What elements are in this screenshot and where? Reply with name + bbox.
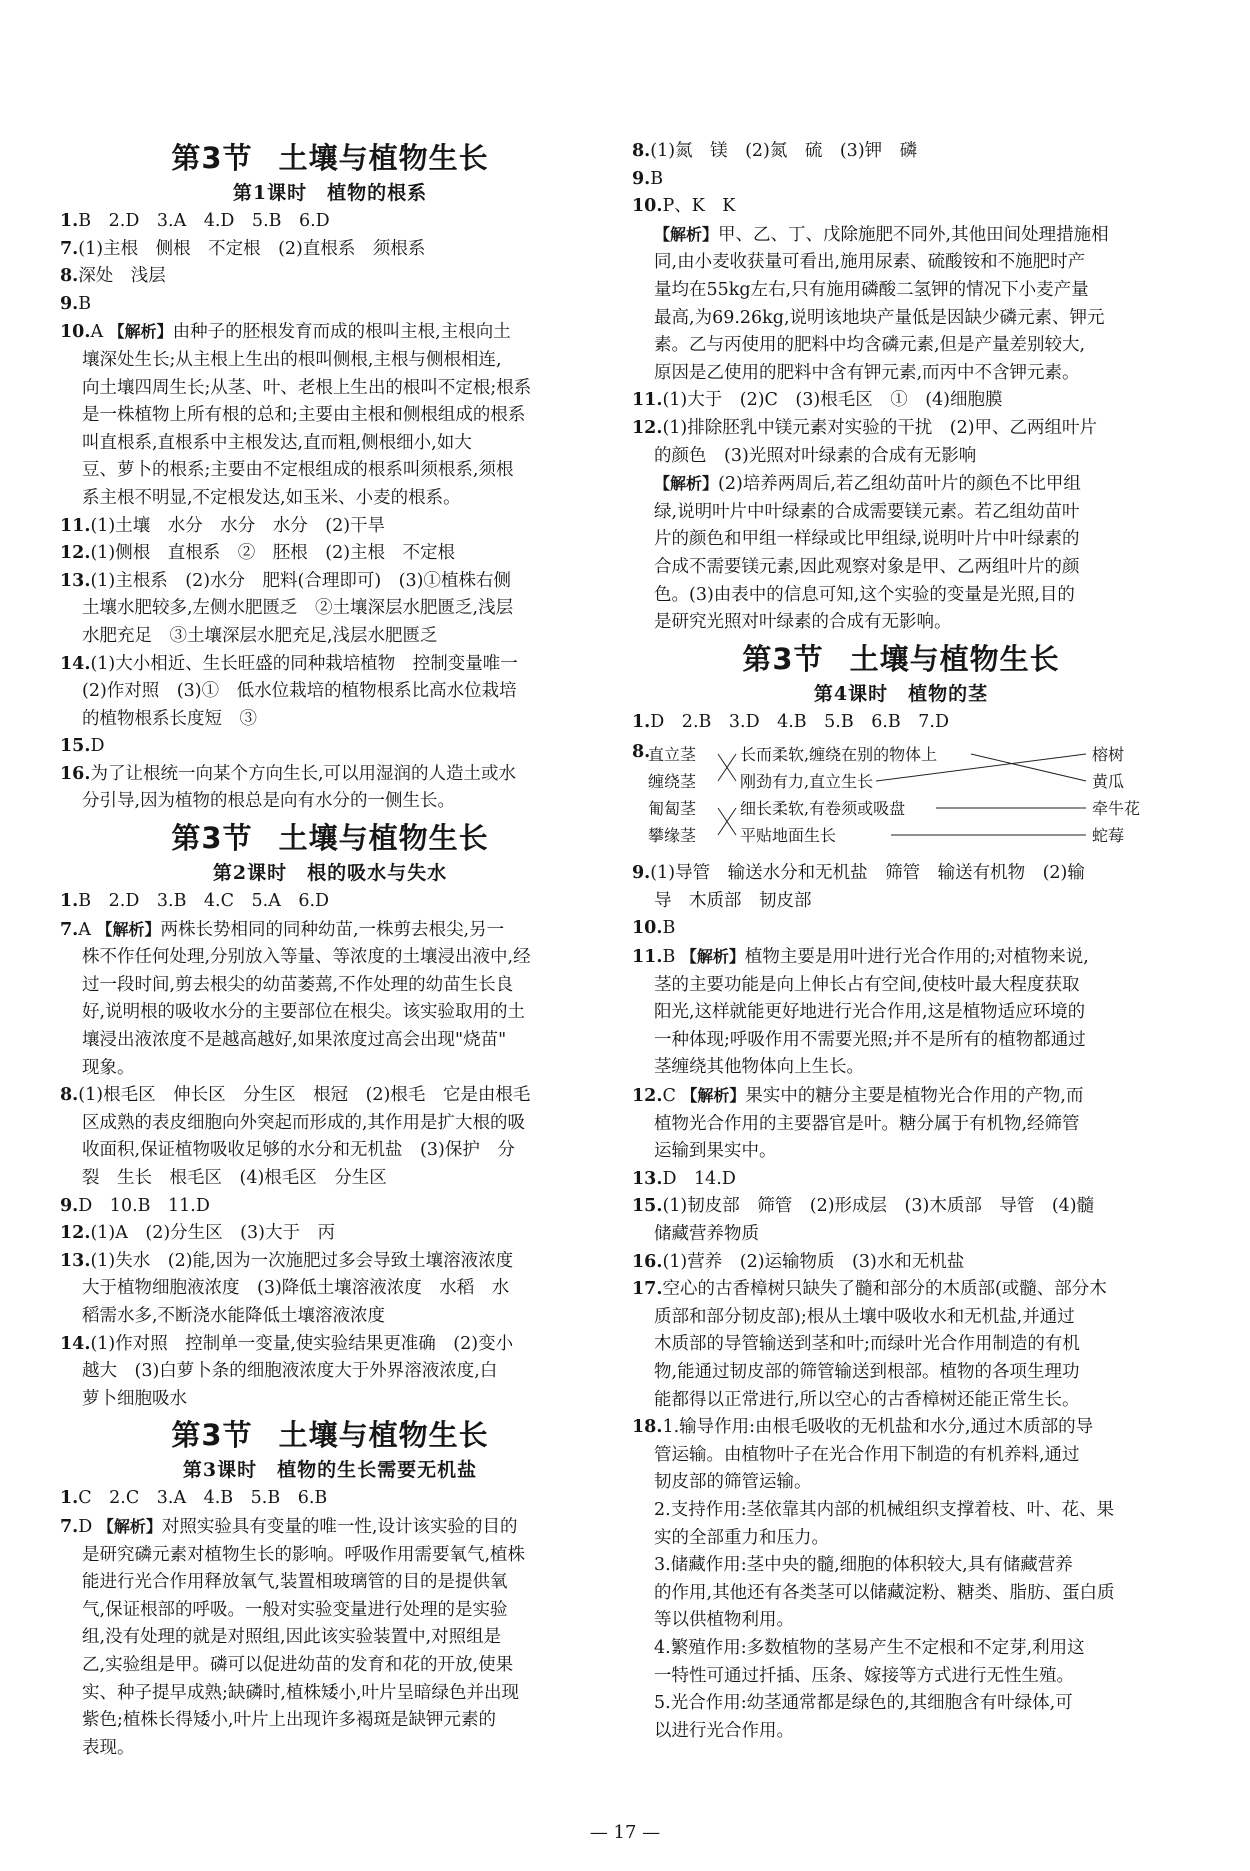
question-number: 1. [60,1488,79,1509]
answer-text: D [90,736,105,757]
answer-text: 实的全部重力和压力。 [654,1527,829,1548]
heading-text: 土壤与植物生长 [849,641,1060,676]
analysis-label: 【解析】 [654,474,719,494]
answer-line [632,1525,1170,1553]
answer-line [60,999,600,1027]
answer-line [632,1607,1170,1635]
question-number: 9. [60,293,79,314]
answer-line [632,1138,1170,1166]
answer-line [632,1276,1170,1304]
answer-text: 区成熟的表皮细胞向外突起而形成的,其作用是扩大根的吸 [82,1112,526,1133]
answer-line [632,277,1170,305]
answer-text: D 2.B 3.D 4.B 5.B 6.B 7.D [650,711,949,732]
stem-feature-2: 刚劲有力,直立生长 [740,772,874,792]
answer-line [60,1055,600,1083]
answer-text: 一种体现;呼吸作用不需要光照;并不是所有的植物都通过 [654,1029,1086,1050]
answer-text: 果实中的糖分主要是植物光合作用的产物,而 [745,1086,1084,1107]
answer-text: 乙,实验组是甲。磷可以促进幼苗的发育和花的开放,使果 [82,1654,514,1675]
right-column [632,138,1170,1745]
answer-text: 对照实验具有变量的唯一性,设计该实验的目的 [161,1516,518,1537]
answer-line [60,513,600,541]
answer-text: 阳光,这样就能更好地进行光合作用,这是植物适应环境的 [654,1002,1086,1023]
answer-text: 量均在55kg左右,只有施用磷酸二氢钾的情况下小麦产量 [654,279,1089,300]
question-number: 8. [60,1085,79,1106]
answer-text: 合成不需要镁元素,因此观察对象是甲、乙两组叶片的颜 [654,556,1080,577]
analysis-label: 【解析】 [681,1086,746,1106]
answer-text: (1)A (2)分生区 (3)大于 丙 [90,1223,335,1244]
question-number: 8. [632,141,651,161]
analysis-label: 【解析】 [654,224,719,244]
section-title [60,818,600,858]
answer-text: 是一株植物上所有根的总和;主要由主根和侧根组成的根系 [82,405,526,426]
answer-text: 茎缠绕其他物体向上生长。 [654,1057,864,1078]
section-number: 第3节 [171,1418,253,1453]
question-number: 15. [60,736,91,757]
answer-line [632,554,1170,582]
answer-line [60,291,600,319]
question-number: 10. [632,918,663,939]
answer-line [60,706,600,734]
answer-text: 以进行光合作用。 [654,1720,794,1741]
answer-line [60,788,600,816]
section-title [60,138,600,178]
heading-text: 植物的茎 [908,682,989,705]
answer-text: 为了让根统一向某个方向生长,可以用湿润的人造土或水 [90,763,517,784]
answer-line [632,415,1170,443]
answer-line [632,1054,1170,1082]
answer-text: 是研究光照对叶绿素的合成有无影响。 [654,612,952,633]
answer-line [60,236,600,264]
heading-text: 植物的生长需要无机盐 [277,1459,478,1482]
answer-text: 韧皮部的筛管运输。 [654,1472,812,1493]
answer-text: 片的颜色和甲组一样绿或比甲组绿,说明叶片中叶绿素的 [654,529,1080,550]
answer-text: (2)培养两周后,若乙组幼苗叶片的颜色不比甲组 [718,474,1081,495]
answer-text: 收面积,保证植物吸收足够的水分和无机盐 (3)保护 分 [82,1140,515,1161]
answer-line [632,1027,1170,1055]
question-number: 10. [60,322,91,343]
stem-feature-3: 细长柔软,有卷须或吸盘 [740,799,906,819]
answer-line [60,972,600,1000]
answer-line [632,166,1170,194]
answer-text: 植物光合作用的主要器官是叶。糖分属于有机物,经筛管 [654,1113,1080,1134]
question-number: 12. [60,543,91,564]
heading-text: 土壤与植物生长 [278,821,489,856]
answer-text: 实、种子提早成熟;缺磷时,植株矮小,叶片呈暗绿色并出现 [82,1682,520,1703]
match-line [971,754,1086,781]
answer-text: (1)根毛区 伸长区 分生区 根冠 (2)根毛 它是由根毛 [78,1085,531,1106]
section-number: 第2课时 [212,862,288,885]
answer-line [60,568,600,596]
answer-line [60,1680,600,1708]
answer-line [632,332,1170,360]
stem-type-1: 直立茎 [648,745,697,765]
analysis-line [632,470,1170,499]
heading-text: 土壤与植物生长 [278,141,489,175]
question-number: 11. [632,390,663,411]
section-title [60,1415,600,1455]
answer-text: 最高,为69.26kg,说明该地块产量低是因缺少磷元素、钾元 [654,307,1105,328]
answer-line [60,347,600,375]
question-number: 17. [632,1279,663,1300]
answer-text: 2.支持作用:茎依靠其内部的机械组织支撑着枝、叶、花、果 [654,1499,1115,1520]
answer-line [60,761,600,789]
answer-line [60,1165,600,1193]
answer-text: (1)土壤 水分 水分 水分 (2)干旱 [90,515,386,536]
answer-line [60,1248,600,1276]
answer-line [60,1193,600,1221]
answer-text: 物,能通过韧皮部的筛管输送到根部。植物的各项生理功 [654,1361,1080,1382]
answer-line [632,1331,1170,1359]
answer-text: 现象。 [82,1057,135,1078]
question-number: 16. [632,1251,663,1272]
left-column [60,136,600,1762]
answer-text: (2)作对照 (3)① 低水位栽培的植物根系比高水位栽培 [82,681,517,702]
answer-text: 水肥充足 ③土壤深层水肥充足,浅层水肥匮乏 [82,625,438,646]
analysis-line [632,943,1170,972]
answer-line [632,443,1170,471]
answer-text: (1)大小相近、生长旺盛的同种栽培植物 控制变量唯一 [90,653,518,674]
answer-line [632,888,1170,916]
answer-line [60,402,600,430]
heading-text: 植物的根系 [327,182,428,204]
answer-line [632,1580,1170,1608]
answer-line [60,1358,600,1386]
answer-line [60,1110,600,1138]
question-number: 7. [60,919,79,940]
answer-line [60,678,600,706]
answer-text: 分引导,因为植物的根总是向有水分的一侧生长。 [82,791,456,812]
answer-text: 是研究磷元素对植物生长的影响。呼吸作用需要氧气,植株 [82,1544,526,1565]
question-number: 14. [60,653,91,674]
answer-text: 叫直根系,直根系中主根发达,直而粗,侧根细小,如大 [82,432,472,453]
answer-line [60,1275,600,1303]
answer-text: (1)作对照 控制单一变量,使实验结果更准确 (2)变小 [90,1333,514,1354]
answer-text: 向土壤四周生长;从茎、叶、老根上生出的根叫不定根;根系 [82,377,532,398]
answer-text: 能都得以正常进行,所以空心的古香樟树还能正常生长。 [654,1389,1080,1410]
answer-text: C 2.C 3.A 4.B 5.B 6.B [78,1488,328,1509]
answer-text: 壤浸出液浓度不是越高越好,如果浓度过高会出现"烧苗" [82,1030,507,1051]
answer-text: 运输到果实中。 [654,1141,777,1162]
answer-line [60,651,600,679]
answer-text: (1)氮 镁 (2)氮 硫 (3)钾 磷 [650,141,918,161]
answer-text: 紫色;植株长得矮小,叶片上出现许多褐斑是缺钾元素的 [82,1710,496,1731]
answer-line [632,1221,1170,1249]
question-number: 8. [60,266,79,287]
answer-text: 1.输导作用:由根毛吸收的无机盐和水分,通过木质部的导 [662,1417,1094,1438]
question-number: 1. [60,211,79,231]
answer-text: 储藏营养物质 [654,1224,759,1244]
answer-line [632,609,1170,637]
answer-line [632,138,1170,166]
answer-text: (1)营养 (2)运输物质 (3)水和无机盐 [662,1251,965,1272]
answer-text: 能进行光合作用释放氧气,装置相玻璃管的目的是提供氧 [82,1572,508,1593]
plant-example-3: 牵牛花 [1092,799,1141,819]
question-number: 7. [60,238,79,259]
answer-choice: A [90,322,109,343]
answer-line [632,387,1170,415]
answer-choice: B [662,947,681,968]
stem-feature-1: 长而柔软,缠绕在别的物体上 [740,745,938,765]
answer-line [632,1690,1170,1718]
question-number: 11. [632,947,663,968]
answer-choice: C [662,1086,682,1107]
answer-line [632,1387,1170,1415]
answer-text: 导 木质部 韧皮部 [654,890,812,911]
answer-text: 株不作任何处理,分别放入等量、等浓度的土壤浸出液中,经 [82,947,531,968]
answer-line [632,1718,1170,1746]
section-number: 第1课时 [232,182,308,204]
answer-line [632,860,1170,888]
answer-text: 萝卜细胞吸水 [82,1388,187,1409]
answer-text: 好,说明根的吸收水分的主要部位在根尖。该实验取用的土 [82,1002,526,1023]
answer-text: 稻需水多,不断浇水能降低土壤溶液浓度 [82,1305,386,1326]
answer-line [632,972,1170,1000]
answer-line [632,709,1170,737]
answer-text: 等以供植物利用。 [654,1610,794,1631]
answer-line [60,1303,600,1331]
answer-text: 素。乙与丙使用的肥料中均含磷元素,但是产量差别较大, [654,335,1086,356]
answer-text: (1)排除胚乳中镁元素对实验的干扰 (2)甲、乙两组叶片 [662,417,1098,438]
answer-line [60,595,600,623]
answer-text: B 2.D 3.A 4.D 5.B 6.D [78,211,330,231]
answer-text: 深处 浅层 [78,266,166,287]
question-number: 14. [60,1333,91,1354]
answer-text: D 10.B 11.D [78,1195,210,1216]
question-number: 13. [60,1250,91,1271]
answer-text: (1)失水 (2)能,因为一次施肥过多会导致土壤溶液浓度 [90,1250,514,1271]
section-number: 第3节 [171,821,253,856]
plant-example-4: 蛇莓 [1092,826,1125,846]
plant-example-1: 榕树 [1092,745,1125,765]
answer-text: 系主根不明显,不定根发达,如玉米、小麦的根系。 [82,487,461,508]
answer-line [632,999,1170,1027]
answer-line [632,1635,1170,1663]
answer-line [60,1624,600,1652]
analysis-line [60,916,600,945]
section-number: 第3节 [742,641,824,676]
answer-text: 茎的主要功能是向上伸长占有空间,使枝叶最大程度获取 [654,974,1080,995]
answer-line [60,733,600,761]
answer-line [60,375,600,403]
answer-line [60,888,600,916]
answer-line [632,1414,1170,1442]
answer-text: 木质部的导管输送到茎和叶;而绿叶光合作用制造的有机 [654,1334,1080,1355]
answer-text: 的植物根系长度短 ③ [82,708,257,729]
question-number: 12. [632,417,663,438]
analysis-line [60,318,600,347]
answer-text: 壤深处生长;从主根上生出的根叫侧根,主根与侧根相连, [82,349,502,370]
answer-line [632,1304,1170,1332]
section-number: 第4课时 [813,682,889,705]
answer-line [60,540,600,568]
question-number: 1. [60,891,79,912]
question-number: 1. [632,711,651,732]
question-number: 15. [632,1196,663,1217]
answer-text: 质部和部分韧皮部);根从土壤中吸收水和无机盐,并通过 [654,1306,1075,1327]
answer-line [632,360,1170,388]
question-number: 13. [60,570,91,591]
answer-text: 色。(3)由表中的信息可知,这个实验的变量是光照,目的 [654,584,1075,605]
answer-text: 甲、乙、丁、戊除施肥不同外,其他田间处理措施相 [718,224,1109,245]
answer-text: 大于植物细胞液浓度 (3)降低土壤溶液浓度 水稻 水 [82,1278,510,1299]
answer-text: 管运输。由植物叶子在光合作用下制造的有机养料,通过 [654,1444,1080,1465]
answer-text: 豆、萝卜的根系;主要由不定根组成的根系叫须根系,须根 [82,460,514,481]
answer-line [632,1166,1170,1194]
answer-line [60,485,600,513]
answer-line [632,499,1170,527]
answer-text: 的颜色 (3)光照对叶绿素的合成有无影响 [654,445,977,466]
analysis-line [632,221,1170,250]
lesson-title [60,1455,600,1485]
answer-line [632,526,1170,554]
answer-text: 绿,说明叶片中叶绿素的合成需要镁元素。若乙组幼苗叶 [654,501,1080,522]
analysis-label: 【解析】 [680,947,745,967]
analysis-label: 【解析】 [108,322,173,342]
answer-line [60,623,600,651]
question-number: 9. [60,1195,79,1216]
answer-line [60,1485,600,1513]
answer-line [632,915,1170,943]
answer-text: D 14.D [662,1168,736,1189]
answer-text: B [650,168,664,189]
lesson-title [60,178,600,208]
answer-line [60,1220,600,1248]
answer-line [632,1111,1170,1139]
plant-example-2: 黄瓜 [1092,772,1125,792]
answer-text: 气,保证根部的呼吸。一般对实验变量进行处理的是实验 [82,1599,508,1620]
answer-line [632,1497,1170,1525]
answer-text: 由种子的胚根发育而成的根叫主根,主根向土 [172,322,511,343]
answer-line [632,1663,1170,1691]
question-number: 13. [632,1168,663,1189]
answer-line [60,1597,600,1625]
lesson-title [632,679,1170,709]
answer-line [60,457,600,485]
answer-text: B [662,918,676,939]
section-number: 第3节 [171,141,253,175]
answer-text: P、K K [662,196,736,217]
answer-line [632,1193,1170,1221]
answer-text: 的作用,其他还有各类茎可以储藏淀粉、糖类、脂肪、蛋白质 [654,1582,1115,1603]
question-number: 12. [60,1223,91,1244]
lesson-title [60,858,600,888]
stem-type-3: 匍匐茎 [648,799,697,819]
answer-line [632,1249,1170,1277]
answer-text: 组,没有处理的就是对照组,因此该实验装置中,对照组是 [82,1627,502,1648]
question-number: 11. [60,515,91,536]
answer-line [632,1469,1170,1497]
analysis-label: 【解析】 [96,919,161,939]
question-number: 12. [632,1086,663,1107]
answer-line [60,430,600,458]
answer-line [632,582,1170,610]
answer-line [60,208,600,236]
answer-text: 一特性可通过扦插、压条、嫁接等方式进行无性生殖。 [654,1665,1074,1686]
answer-line [60,1542,600,1570]
answer-text: B 2.D 3.B 4.C 5.A 6.D [78,891,330,912]
heading-text: 根的吸水与失水 [307,862,448,885]
answer-line [632,249,1170,277]
analysis-label: 【解析】 [97,1516,162,1536]
question-number: 8. [632,742,651,763]
answer-text: 两株长势相同的同种幼苗,一株剪去根尖,另一 [160,919,505,940]
stem-feature-4: 平贴地面生长 [740,826,837,846]
stem-type-matching [632,738,1170,856]
stem-type-4: 攀缘茎 [648,826,697,846]
answer-text: 3.储藏作用:茎中央的髓,细胞的体积较大,具有储藏营养 [654,1555,1073,1576]
answer-line [60,1082,600,1110]
section-title [632,639,1170,679]
answer-text: 原因是乙使用的肥料中含有钾元素,而丙中不含钾元素。 [654,362,1080,383]
answer-line [60,1735,600,1763]
section-number: 第3课时 [182,1459,258,1482]
answer-text: 过一段时间,剪去根尖的幼苗萎蔫,不作处理的幼苗生长良 [82,974,514,995]
answer-line [632,1442,1170,1470]
question-number: 9. [632,168,651,189]
answer-text: 土壤水肥较多,左侧水肥匮乏 ②土壤深层水肥匮乏,浅层 [82,598,514,619]
question-number: 18. [632,1417,663,1438]
answer-line [60,1569,600,1597]
answer-text: (1)大于 (2)C (3)根毛区 ① (4)细胞膜 [662,390,1003,411]
answer-line [60,1652,600,1680]
answer-text: (1)主根 侧根 不定根 (2)直根系 须根系 [78,238,426,259]
answer-text: 植物主要是用叶进行光合作用的;对植物来说, [744,947,1089,968]
question-number: 9. [632,863,651,884]
answer-choice: D [78,1516,98,1537]
answer-choice: A [78,919,97,940]
page-number: — 17 — [589,1822,661,1843]
answer-text: B [78,293,92,314]
answer-line [60,1027,600,1055]
answer-line [60,1386,600,1414]
answer-text: (1)主根系 (2)水分 肥料(合理即可) (3)①植株右侧 [90,570,511,591]
answer-text: (1)导管 输送水分和无机盐 筛管 输送有机物 (2)输 [650,863,1085,884]
answer-text: 表现。 [82,1737,135,1758]
answer-text: (1)韧皮部 筛管 (2)形成层 (3)木质部 导管 (4)髓 [662,1196,1095,1217]
analysis-line [632,1082,1170,1111]
question-number: 7. [60,1516,79,1537]
question-number: 10. [632,196,663,217]
right-column-bottom [632,860,1170,1745]
answer-text: 5.光合作用:幼茎通常都是绿色的,其细胞含有叶绿体,可 [654,1693,1073,1714]
answer-line [60,944,600,972]
answer-line [632,1552,1170,1580]
answer-text: 越大 (3)白萝卜条的细胞液浓度大于外界溶液浓度,白 [82,1361,498,1382]
answer-line [632,305,1170,333]
heading-text: 土壤与植物生长 [278,1418,489,1453]
answer-line [60,1707,600,1735]
answer-line [632,1359,1170,1387]
analysis-line [60,1513,600,1542]
answer-text: 空心的古香樟树只缺失了髓和部分的木质部(或髓、部分木 [662,1279,1107,1300]
answer-text: 4.繁殖作用:多数植物的茎易产生不定根和不定芽,利用这 [654,1637,1085,1658]
stem-type-2: 缠绕茎 [648,772,697,792]
answer-text: 同,由小麦收获量可看出,施用尿素、硫酸铵和不施肥时产 [654,252,1086,273]
right-column-top [632,138,1170,736]
answer-text: 裂 生长 根毛区 (4)根毛区 分生区 [82,1168,387,1188]
answer-line [60,1137,600,1165]
answer-line [60,1331,600,1359]
question-number: 16. [60,763,91,784]
answer-text: (1)侧根 直根系 ② 胚根 (2)主根 不定根 [90,543,456,564]
answer-line [60,263,600,291]
answer-line [632,193,1170,221]
